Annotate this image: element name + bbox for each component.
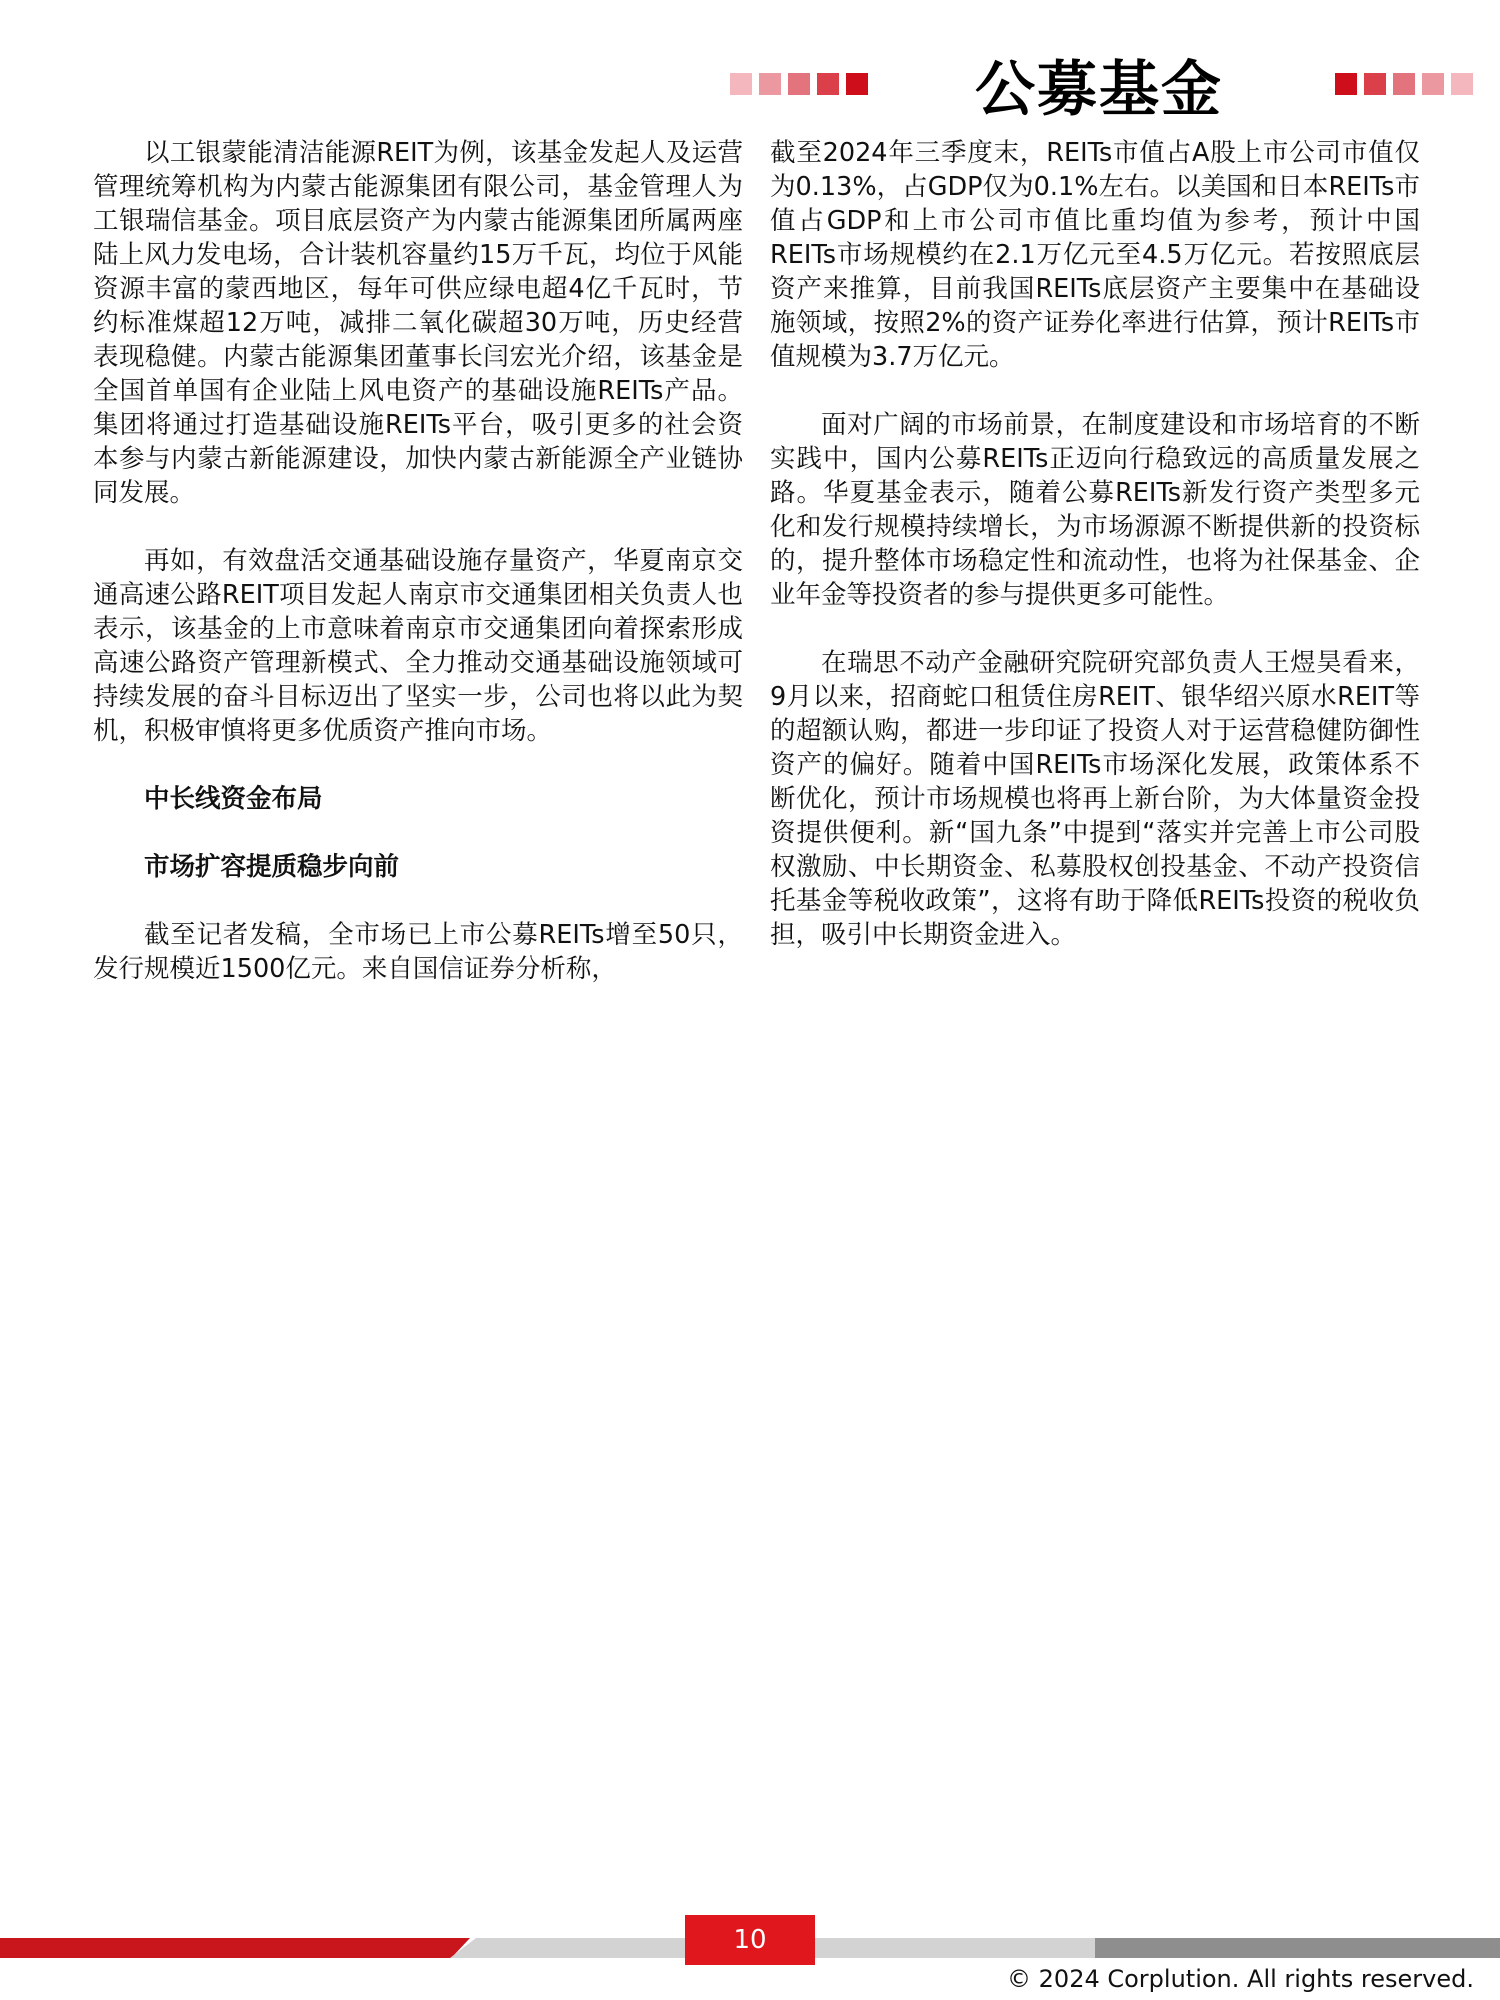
decorative-square (1451, 73, 1473, 95)
footer-bar-red (0, 1938, 470, 1958)
paragraph: 以工银蒙能清洁能源REIT为例，该基金发起人及运营管理统筹机构为内蒙古能源集团有限公司，基金管理人为工银瑞信基金。项目底层资产为内蒙古能源集团所属两座陆上风力发电场，合计装机容量约15万千瓦，均位于风能资源丰富的蒙西地区，每年可供应绿电超4亿千瓦时，节约标准煤超12万吨，减排二氧化碳超30万吨，历史经营表现稳健。内蒙古能源集团董事长闫宏光介绍，该基金是全国首单国有企业陆上风电资产的基础设施REITs产品。集团将通过打造基础设施REITs平台，吸引更多的社会资本参与内蒙古新能源建设，加快内蒙古新能源全产业链协同发展。 (93, 138, 743, 508)
decorative-square (817, 73, 839, 95)
decorative-square (1364, 73, 1386, 95)
decorative-square (730, 73, 752, 95)
decorative-square (759, 73, 781, 95)
paragraph: 再如，有效盘活交通基础设施存量资产，华夏南京交通高速公路REIT项目发起人南京市交通集团相关负责人也表示，该基金的上市意味着南京市交通集团向着探索形成高速公路资产管理新模式、全力推动交通基础设施领域可持续发展的奋斗目标迈出了坚实一步，公司也将以此为契机，积极审慎将更多优质资产推向市场。 (93, 546, 743, 746)
footer-bar-dark (1095, 1938, 1500, 1958)
paragraph: 在瑞思不动产金融研究院研究部负责人王煜昊看来，9月以来，招商蛇口租赁住房REIT、银华绍兴原水REIT等的超额认购，都进一步印证了投资人对于运营稳健防御性资产的偏好。随着中国REITs市场深化发展，政策体系不断优化，预计市场规模也将再上新台阶，为大体量资金投资提供便利。新“国九条”中提到“落实并完善上市公司股权激励、中长期资金、私募股权创投基金、不动产投资信托基金等税收政策”，这将有助于降低REITs投资的税收负担，吸引中长期资金进入。 (770, 648, 1420, 950)
page-number: 10 (685, 1915, 815, 1965)
paragraph: 面对广阔的市场前景，在制度建设和市场培育的不断实践中，国内公募REITs正迈向行稳致远的高质量发展之路。华夏基金表示，随着公募REITs新发行资产类型多元化和发行规模持续增长，为市场源源不断提供新的投资标的，提升整体市场稳定性和流动性，也将为社保基金、企业年金等投资者的参与提供更多可能性。 (770, 410, 1420, 610)
decorative-square (846, 73, 868, 95)
decorative-square (788, 73, 810, 95)
paragraph: 截至记者发稿，全市场已上市公募REITs增至50只，发行规模近1500亿元。来自国信证券分析称， (93, 920, 743, 984)
article-column-left (93, 136, 743, 986)
section-heading: 市场扩容提质稳步向前 (144, 852, 400, 882)
decorative-square (1393, 73, 1415, 95)
paragraph: 截至2024年三季度末，REITs市值占A股上市公司市值仅为0.13%，占GDP仅为0.1%左右。以美国和日本REITs市值占GDP和上市公司市值比重均值为参考，预计中国REITs市场规模约在2.1万亿元至4.5万亿元。若按照底层资产来推算，目前我国REITs底层资产主要集中在基础设施领域，按照2%的资产证券化率进行估算，预计REITs市值规模为3.7万亿元。 (770, 138, 1420, 372)
decorative-square (1422, 73, 1444, 95)
copyright-notice: © 2024 Corplution. All rights reserved. (1007, 1965, 1474, 1993)
section-heading: 中长线资金布局 (144, 784, 323, 814)
article-column-right (770, 136, 1420, 986)
decorative-square (1335, 73, 1357, 95)
page-title: 公募基金 (975, 55, 1223, 125)
